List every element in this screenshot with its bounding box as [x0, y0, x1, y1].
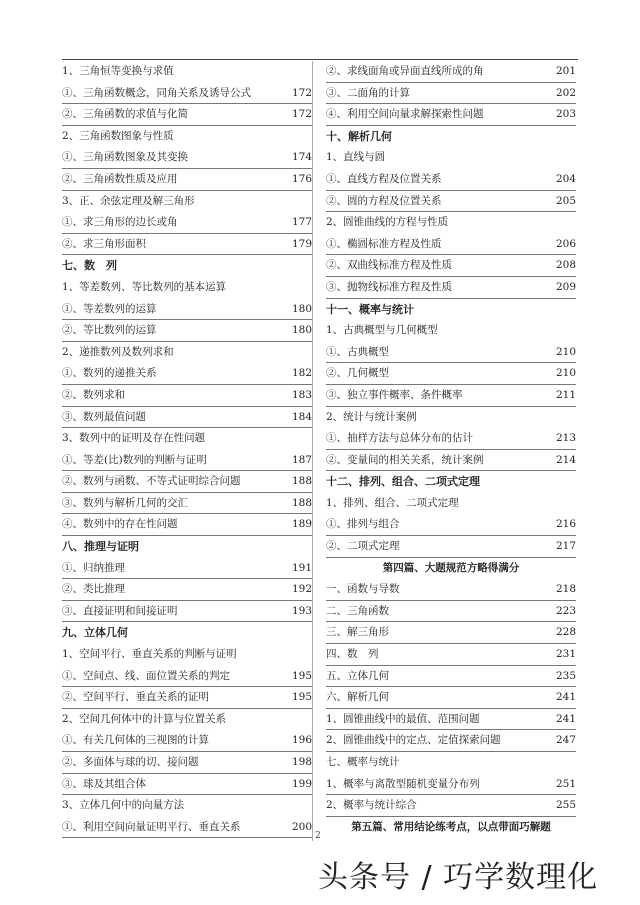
toc-entry-title: 1、古典概型与几何概型	[326, 324, 438, 337]
toc-page-number: 217	[555, 540, 576, 553]
toc-entry-title: 三、解三角形	[326, 626, 389, 639]
toc-entry-title: 八、推理与证明	[62, 540, 139, 554]
toc-entry-title: 七、数 列	[62, 259, 117, 273]
toc-page-number: 183	[291, 388, 312, 401]
toc-entry-title: ②、三角函数的求值与化简	[62, 108, 188, 121]
toc-entry-title: ④、数列中的存在性问题	[62, 518, 178, 531]
toc-entry[interactable]	[62, 666, 312, 688]
toc-entry-title: 第四篇、大题规范方略得满分	[382, 561, 520, 574]
toc-entry-title: ①、等差数列的运算	[62, 302, 157, 315]
toc-page-number: 200	[291, 820, 312, 833]
page-number: 2	[315, 831, 321, 841]
toc-entry[interactable]	[326, 104, 576, 126]
toc-page-number: 216	[555, 518, 576, 531]
toc-entry[interactable]	[62, 514, 312, 536]
toc-entry[interactable]	[326, 277, 576, 299]
toc-entry-title: 六、解析几何	[326, 691, 389, 704]
toc-entry[interactable]	[62, 191, 312, 213]
toc-page-number: 251	[555, 777, 576, 790]
toc-page-number: 172	[291, 108, 312, 121]
toc-entry-title: ①、椭圆标准方程及性质	[326, 237, 442, 250]
toc-page-number: 209	[555, 280, 576, 293]
toc-entry-title: 1、空间平行、垂直关系的判断与证明	[62, 648, 237, 661]
toc-entry[interactable]	[326, 666, 576, 688]
toc-page-number: 177	[291, 216, 312, 229]
toc-entry[interactable]	[326, 622, 576, 644]
toc-page-number: 241	[555, 712, 576, 725]
toc-page-number: 202	[555, 86, 576, 99]
toc-right-column	[326, 61, 576, 838]
toc-entry-title: 七、概率与统计	[326, 756, 400, 768]
toc-entry[interactable]	[326, 687, 576, 709]
toc-entry-title: ②、多面体与球的切、接问题	[62, 756, 199, 768]
toc-entry[interactable]	[62, 277, 312, 299]
toc-entry[interactable]	[62, 363, 312, 385]
toc-entry-title: ②、二项式定理	[326, 540, 400, 553]
toc-entry[interactable]	[62, 126, 312, 148]
toc-entry[interactable]	[62, 579, 312, 601]
toc-page-number: 228	[555, 626, 576, 639]
toc-entry-title: 1、概率与离散型随机变量分布列	[326, 777, 480, 790]
toc-entry-title: 第五篇、常用结论练考点，以点带面巧解题	[351, 820, 551, 833]
toc-entry[interactable]	[326, 169, 576, 191]
toc-entry[interactable]	[326, 450, 576, 472]
header-rule	[62, 59, 578, 60]
toc-entry-title: 一、函数与导数	[326, 583, 400, 596]
toc-chapter-heading[interactable]	[326, 126, 576, 148]
toc-entry[interactable]	[62, 342, 312, 364]
toc-entry-title: 2、圆锥曲线中的定点、定值探索问题	[326, 734, 501, 747]
toc-page-number: 204	[555, 172, 576, 185]
toc-page-number: 193	[291, 604, 312, 617]
toc-entry[interactable]	[326, 752, 576, 774]
toc-page-number: 180	[291, 324, 312, 337]
toc-entry[interactable]	[62, 795, 312, 817]
toc-entry[interactable]	[326, 147, 576, 169]
toc-page-number: 198	[291, 756, 312, 768]
toc-page-number: 218	[555, 583, 576, 596]
toc-entry[interactable]	[62, 601, 312, 623]
toc-entry[interactable]	[326, 514, 576, 536]
toc-entry[interactable]	[326, 774, 576, 796]
toc-entry-title: 2、三角函数图象与性质	[62, 129, 174, 142]
toc-entry[interactable]	[326, 320, 576, 342]
toc-entry-title: ①、利用空间向量证明平行、垂直关系	[62, 820, 241, 833]
toc-page-number: 235	[555, 669, 576, 682]
toc-entry-title: ①、排列与组合	[326, 518, 400, 531]
toc-entry[interactable]	[326, 709, 576, 731]
toc-entry-title: ③、球及其组合体	[62, 777, 146, 790]
toc-page-number: 255	[555, 799, 576, 812]
toc-entry[interactable]	[62, 709, 312, 731]
toc-page-number: 176	[291, 172, 312, 185]
toc-page-number: 247	[555, 734, 576, 747]
toc-entry[interactable]	[326, 428, 576, 450]
toc-entry-title: 四、数 列	[326, 648, 379, 661]
toc-page-number: 231	[555, 648, 576, 661]
toc-entry-title: ③、数列最值问题	[62, 410, 146, 423]
toc-entry[interactable]	[326, 234, 576, 256]
toc-entry-title: 二、三角函数	[326, 604, 389, 617]
toc-entry-title: ①、古典概型	[326, 345, 389, 358]
toc-entry[interactable]	[62, 644, 312, 666]
toc-entry[interactable]	[326, 601, 576, 623]
toc-entry[interactable]	[326, 385, 576, 407]
toc-entry-title: ①、三角函数图象及其变换	[62, 151, 188, 164]
toc-entry[interactable]	[62, 407, 312, 429]
toc-entry-title: ③、数列与解析几何的交汇	[62, 496, 188, 509]
toc-entry[interactable]	[62, 299, 312, 321]
toc-entry[interactable]	[62, 234, 312, 256]
toc-entry-title: 九、立体几何	[62, 626, 128, 640]
toc-entry[interactable]	[326, 644, 576, 666]
toc-entry-title: 1、排列、组合、二项式定理	[326, 496, 459, 509]
toc-page-number: 189	[291, 518, 312, 531]
toc-page-number: 184	[291, 410, 312, 423]
toc-entry-title: ①、直线方程及位置关系	[326, 172, 442, 185]
toc-page-number: 211	[555, 388, 576, 401]
toc-entry[interactable]	[62, 385, 312, 407]
toc-entry-title: ③、独立事件概率、条件概率	[326, 388, 463, 401]
toc-entry-title: ①、求三角形的边长或角	[62, 216, 178, 229]
toc-entry[interactable]	[326, 493, 576, 515]
toc-entry-title: ②、求三角形面积	[62, 237, 146, 250]
toc-page-number: 210	[555, 367, 576, 380]
toc-entry-title: 2、空间几何体中的计算与位置关系	[62, 712, 227, 725]
toc-entry[interactable]	[326, 795, 576, 817]
toc-entry-title: ③、二面角的计算	[326, 86, 410, 99]
toc-page-number: 180	[291, 302, 312, 315]
toc-entry[interactable]	[326, 363, 576, 385]
toc-page-number: 179	[291, 237, 312, 250]
toc-part-heading[interactable]	[326, 817, 576, 839]
toc-page-number: 188	[291, 496, 312, 509]
toc-entry-title: ②、等比数列的运算	[62, 324, 157, 337]
toc-entry[interactable]	[62, 83, 312, 105]
toc-page-number: 172	[291, 86, 312, 99]
toc-entry[interactable]	[62, 104, 312, 126]
toc-page-number: 210	[555, 345, 576, 358]
toc-part-heading[interactable]	[326, 558, 576, 580]
toc-entry[interactable]	[326, 61, 576, 83]
toc-entry[interactable]	[326, 191, 576, 213]
toc-entry[interactable]	[62, 558, 312, 580]
toc-entry[interactable]	[62, 212, 312, 234]
toc-page-number: 191	[291, 561, 312, 574]
toc-page-number: 241	[555, 691, 576, 704]
toc-page-number: 174	[291, 151, 312, 164]
toc-entry[interactable]	[326, 730, 576, 752]
toc-entry-title: 2、概率与统计综合	[326, 799, 417, 812]
toc-entry-title: ①、归纳推理	[62, 561, 125, 574]
toc-chapter-heading[interactable]	[326, 471, 576, 493]
toc-entry-title: ①、有关几何体的三视图的计算	[62, 734, 209, 747]
toc-page-number: 196	[291, 734, 312, 747]
toc-entry[interactable]	[326, 536, 576, 558]
toc-entry[interactable]	[62, 817, 312, 839]
toc-entry-title: 1、等差数列、等比数列的基本运算	[62, 280, 227, 293]
toc-entry-title: ③、直接证明和间接证明	[62, 604, 178, 617]
toc-page-number: 203	[555, 108, 576, 121]
toc-page-number: 182	[291, 367, 312, 380]
toc-entry-title: 1、直线与圆	[326, 151, 386, 164]
toc-entry[interactable]	[326, 255, 576, 277]
toc-page-number: 206	[555, 237, 576, 250]
toc-entry[interactable]	[62, 61, 312, 83]
toc-entry[interactable]	[62, 493, 312, 515]
toc-entry-title: 2、统计与统计案例	[326, 410, 417, 423]
toc-entry-title: 1、圆锥曲线中的最值、范围问题	[326, 712, 480, 725]
toc-entry-title: 3、数列中的证明及存在性问题	[62, 432, 206, 445]
toc-entry[interactable]	[62, 730, 312, 752]
toc-entry-title: ②、圆的方程及位置关系	[326, 194, 442, 207]
toc-page-number: 213	[555, 432, 576, 445]
toc-entry[interactable]	[62, 320, 312, 342]
toc-entry[interactable]	[62, 169, 312, 191]
toc-entry[interactable]	[62, 147, 312, 169]
toc-entry[interactable]	[62, 471, 312, 493]
toc-entry[interactable]	[326, 579, 576, 601]
toc-chapter-heading[interactable]	[62, 255, 312, 277]
toc-entry[interactable]	[326, 212, 576, 234]
toc-entry-title: ①、数列的递推关系	[62, 367, 157, 380]
toc-entry-title: ②、求线面角或异面直线所成的角	[326, 65, 484, 77]
toc-page-number: 188	[291, 475, 312, 488]
toc-page-number: 192	[291, 583, 312, 596]
toc-entry-title: ②、三角函数性质及应用	[62, 172, 178, 185]
toc-entry-title: 十一、概率与统计	[326, 302, 414, 316]
toc-entry-title: ②、数列与函数、不等式证明综合问题	[62, 475, 241, 488]
toc-page-number: 187	[291, 453, 312, 466]
toc-entry-title: ③、抛物线标准方程及性质	[326, 280, 452, 293]
toc-entry-title: ②、变量间的相关关系，统计案例	[326, 453, 484, 466]
toc-entry-title: 十二、排列、组合、二项式定理	[326, 475, 480, 489]
toc-entry-title: ①、等差(比)数列的判断与证明	[62, 453, 207, 466]
toc-entry-title: ②、几何概型	[326, 367, 389, 380]
toc-entry-title: 十、解析几何	[326, 129, 392, 143]
toc-page-number: 195	[291, 691, 312, 704]
toc-entry-title: ②、双曲线标准方程及性质	[326, 259, 452, 272]
toc-entry-title: ①、三角函数概念，同角关系及诱导公式	[62, 86, 251, 99]
toc-entry[interactable]	[62, 752, 312, 774]
toc-entry-title: ①、抽样方法与总体分布的估计	[326, 432, 473, 445]
toc-entry-title: ②、空间平行、垂直关系的证明	[62, 691, 209, 704]
toc-page-number: 205	[555, 194, 576, 207]
toc-page-number: 223	[555, 604, 576, 617]
toc-entry-title: ④、利用空间向量求解探索性问题	[326, 108, 484, 121]
toc-entry-title: ②、数列求和	[62, 388, 125, 401]
toc-left-column	[62, 61, 313, 841]
toc-entry-title: 2、圆锥曲线的方程与性质	[326, 216, 449, 229]
toc-page-number: 199	[291, 777, 312, 790]
toc-entry[interactable]	[326, 407, 576, 429]
toc-entry[interactable]	[62, 774, 312, 796]
toc-page-number: 201	[555, 65, 576, 77]
toc-entry[interactable]	[62, 428, 312, 450]
toc-chapter-heading[interactable]	[62, 536, 312, 558]
toc-entry-title: ②、类比推理	[62, 583, 125, 596]
toc-chapter-heading[interactable]	[326, 299, 576, 321]
toc-entry[interactable]	[62, 450, 312, 472]
toc-chapter-heading[interactable]	[62, 622, 312, 644]
toc-entry[interactable]	[326, 83, 576, 105]
toc-entry-title: 2、递推数列及数列求和	[62, 345, 174, 358]
toc-entry-title: 3、正、余弦定理及解三角形	[62, 194, 195, 207]
watermark: 头条号 / 巧学数理化	[318, 860, 599, 895]
toc-page-number: 208	[555, 259, 576, 272]
toc-page-number: 214	[555, 453, 576, 466]
toc-entry[interactable]	[62, 687, 312, 709]
toc-entry-title: 3、立体几何中的向量方法	[62, 799, 185, 812]
toc-entry-title: ①、空间点、线、面位置关系的判定	[62, 669, 230, 682]
toc-entry-title: 1、三角恒等变换与求值	[62, 65, 174, 77]
toc-page-number: 195	[291, 669, 312, 682]
toc-entry-title: 五、立体几何	[326, 669, 389, 682]
toc-entry[interactable]	[326, 342, 576, 364]
